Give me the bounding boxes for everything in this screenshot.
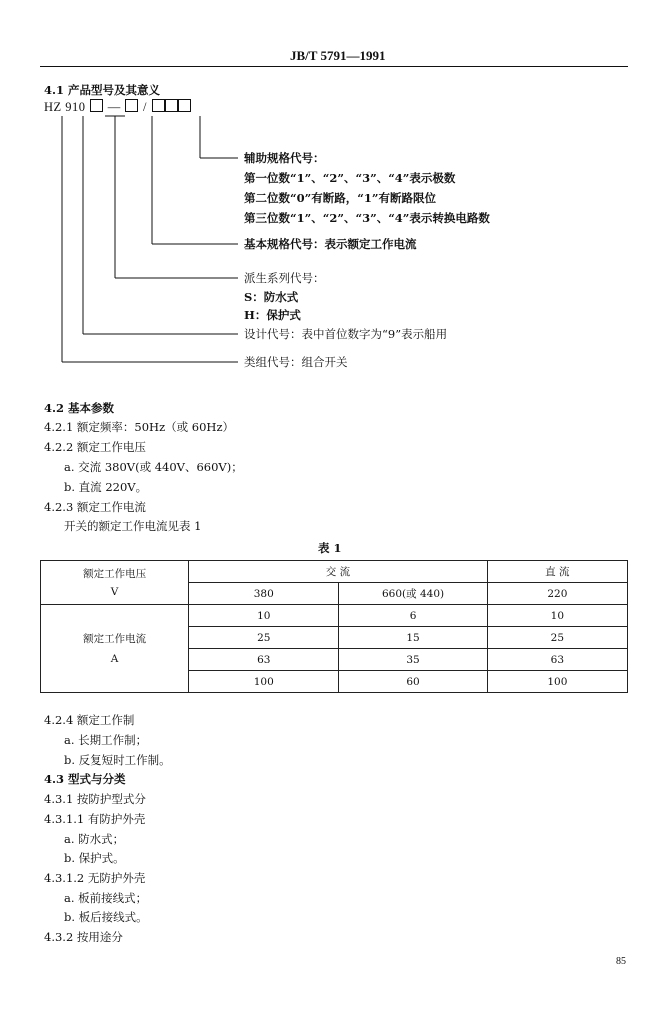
col-220: 220 [487, 583, 627, 605]
callout-class-code: 类组代号：组合开关 [244, 355, 348, 369]
col-660: 660(或 440) [339, 583, 487, 605]
section-4-1-title: 4.1 产品型号及其意义 [44, 83, 161, 97]
callout-aux-digit-3: 第三位数“1”、“2”、“3”、“4”表示转换电路数 [244, 211, 490, 225]
voltage-unit: V [110, 585, 119, 598]
callout-design-code: 设计代号：表中首位数字为“9”表示船用 [244, 327, 448, 341]
item-4-2-2-a: a. 交流 380V(或 440V、660V)； [64, 460, 243, 474]
cell-380: 10 [189, 605, 339, 627]
item-4-2-3: 4.2.3 额定工作电流 [44, 500, 146, 514]
item-4-3-1-1-a: a. 防水式； [64, 832, 125, 846]
standard-number: JB/T 5791—1991 [290, 48, 386, 63]
item-4-3-1-1: 4.3.1.1 有防护外壳 [44, 812, 146, 826]
model-prefix: HZ 910 [44, 100, 86, 114]
cell-380: 63 [189, 649, 339, 671]
item-4-3-1-2-b: b. 板后接线式。 [64, 910, 148, 924]
callout-derivative-s: S：防水式 [244, 290, 299, 304]
dc-header: 直 流 [487, 561, 627, 583]
voltage-label: 额定工作电压 [83, 567, 147, 580]
col-380: 380 [189, 583, 339, 605]
cell-660: 6 [339, 605, 487, 627]
cell-220: 10 [487, 605, 627, 627]
callout-aux-spec: 辅助规格代号： [244, 151, 325, 165]
cell-660: 35 [339, 649, 487, 671]
item-4-2-3-text: 开关的额定工作电流见表 1 [64, 519, 202, 533]
cell-380: 100 [189, 671, 339, 693]
current-header-cell [41, 605, 189, 693]
item-4-3-1-2-a: a. 板前接线式； [64, 891, 148, 905]
callout-aux-digit-1: 第一位数“1”、“2”、“3”、“4”表示极数 [244, 171, 456, 185]
callout-aux-digit-2: 第二位数“0”有断路，“1”有断路限位 [244, 191, 436, 205]
item-4-3-1-2: 4.3.1.2 无防护外壳 [44, 871, 146, 885]
current-unit: A [110, 652, 119, 665]
item-4-3-2: 4.3.2 按用途分 [44, 930, 123, 944]
model-dash: — [107, 100, 121, 114]
table-caption: 表 1 [318, 541, 342, 555]
section-4-3-title: 4.3 型式与分类 [44, 772, 126, 786]
item-4-2-4: 4.2.4 额定工作制 [44, 713, 135, 727]
item-4-2-1: 4.2.1 额定频率：50Hz（或 60Hz） [44, 420, 235, 434]
item-4-2-2-b: b. 直流 220V。 [64, 480, 148, 494]
current-label: 额定工作电流 [83, 632, 147, 645]
cell-220: 63 [487, 649, 627, 671]
callout-derivative-h: H：保护式 [244, 308, 301, 322]
cell-660: 15 [339, 627, 487, 649]
item-4-3-1: 4.3.1 按防护型式分 [44, 792, 146, 806]
item-4-2-4-b: b. 反复短时工作制。 [64, 753, 171, 767]
cell-660: 60 [339, 671, 487, 693]
item-4-3-1-1-b: b. 保护式。 [64, 851, 125, 865]
section-4-2-title: 4.2 基本参数 [44, 401, 115, 415]
cell-220: 25 [487, 627, 627, 649]
cell-220: 100 [487, 671, 627, 693]
model-slash: / [143, 100, 148, 114]
rated-current-table [40, 560, 628, 693]
callout-derivative: 派生系列代号： [244, 271, 325, 285]
voltage-header-cell [41, 561, 189, 605]
page-number: 85 [616, 956, 626, 967]
item-4-2-2: 4.2.2 额定工作电压 [44, 440, 146, 454]
table-row [41, 605, 628, 627]
callout-basic-spec: 基本规格代号：表示额定工作电流 [244, 237, 417, 251]
cell-380: 25 [189, 627, 339, 649]
item-4-2-4-a: a. 长期工作制； [64, 733, 148, 747]
ac-header: 交 流 [189, 561, 488, 583]
